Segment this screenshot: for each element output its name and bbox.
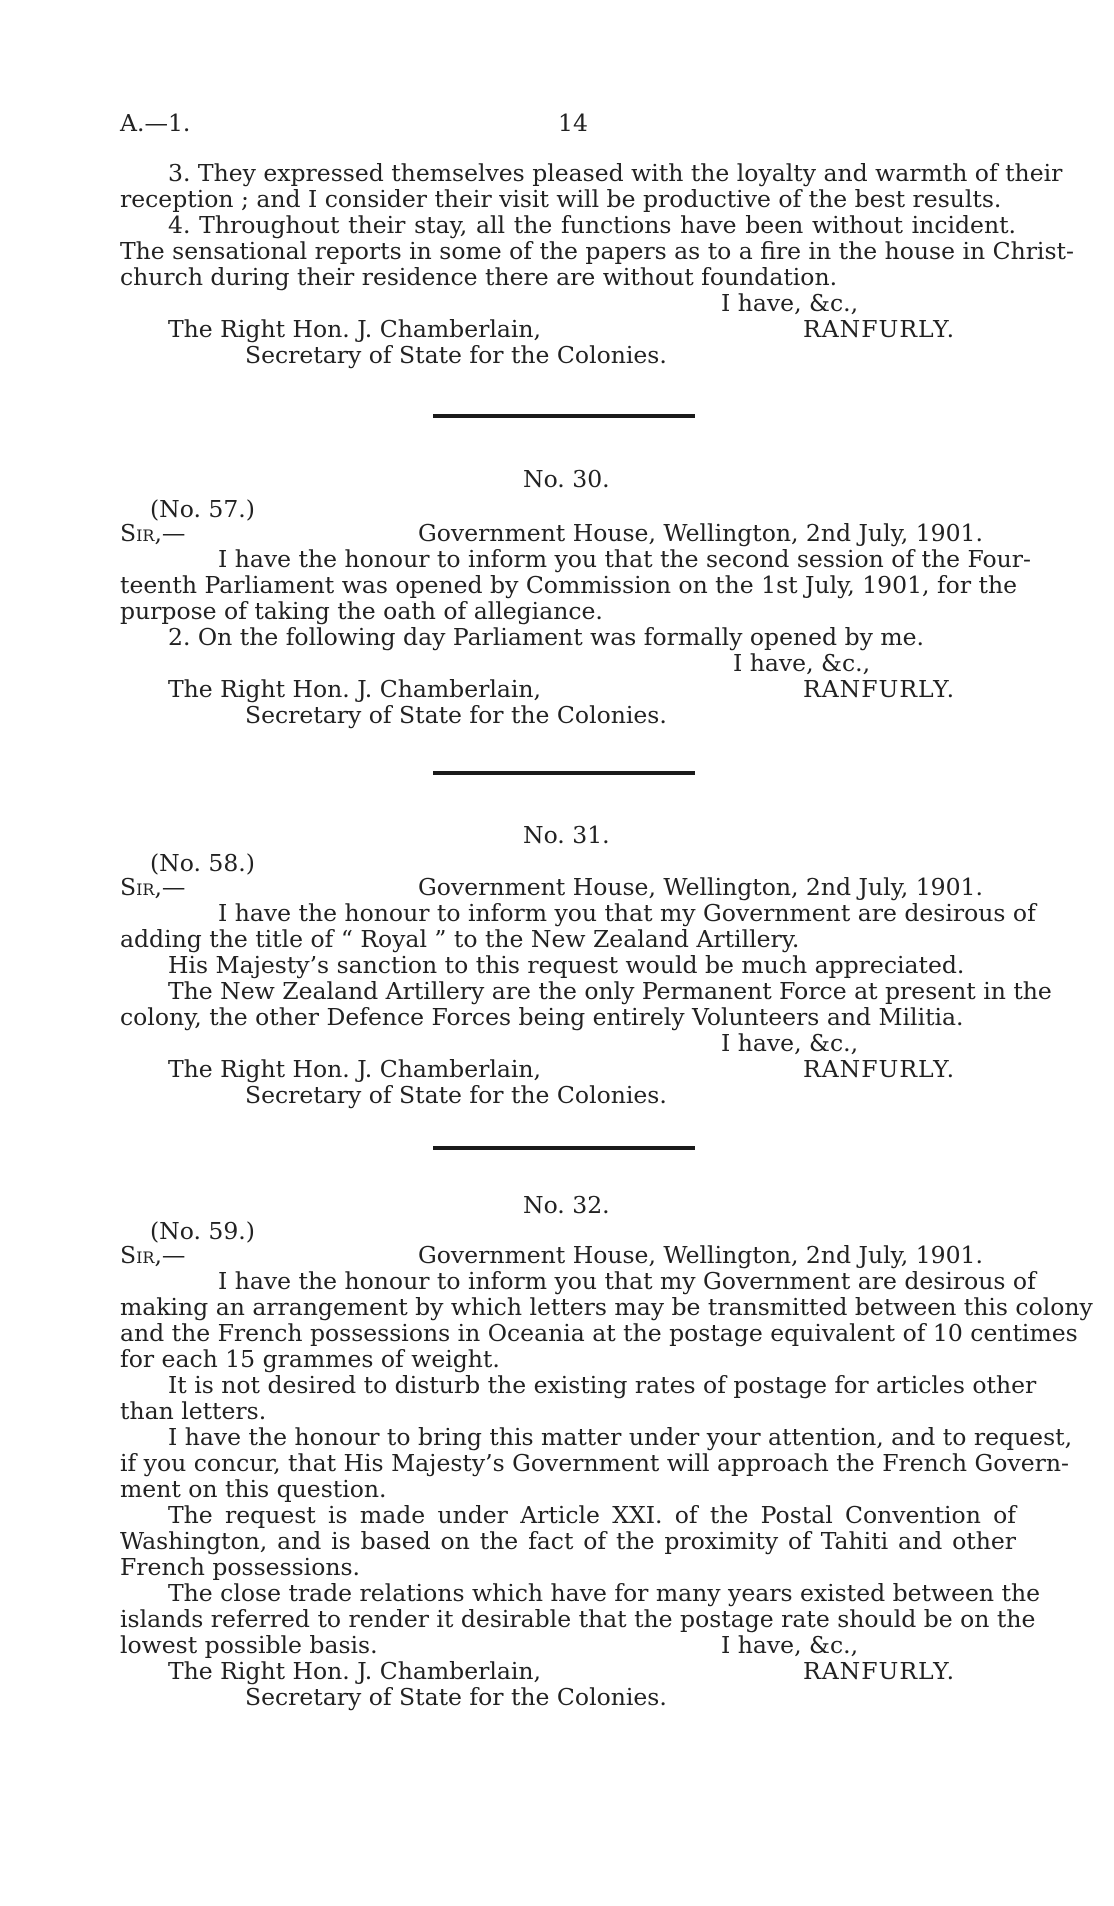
despatch-reference: (No. 59.) xyxy=(150,1217,255,1245)
closing: I have, &c., xyxy=(721,289,859,317)
paragraph-line: for each 15 grammes of weight. xyxy=(120,1345,500,1373)
signature: RANFURLY. xyxy=(803,675,956,703)
paragraph-line: I have the honour to inform you that my Government are desirous of xyxy=(218,899,1036,927)
paragraph-line: teenth Parliament was opened by Commission on the 1st July, 1901, for the xyxy=(120,571,1018,599)
paragraph-line: ment on this question. xyxy=(120,1475,387,1503)
letter-number: No. 32. xyxy=(523,1191,610,1219)
dateline: Government House, Wellington, 2nd July, 1901. xyxy=(418,519,983,547)
paragraph-line: islands referred to render it desirable that the postage rate should be on the xyxy=(120,1605,1036,1633)
addressee-title: Secretary of State for the Colonies. xyxy=(245,1081,667,1109)
paragraph-line: I have the honour to inform you that the second session of the Four- xyxy=(218,545,1031,573)
despatch-reference: (No. 58.) xyxy=(150,849,255,877)
addressee-title: Secretary of State for the Colonies. xyxy=(245,1683,667,1711)
paragraph-line: 2. On the following day Parliament was formally opened by me. xyxy=(168,623,925,651)
paragraph-line: I have the honour to inform you that my Government are desirous of xyxy=(218,1267,1036,1295)
paragraph-line: I have the honour to bring this matter under your attention, and to request, xyxy=(168,1423,1073,1451)
addressee: The Right Hon. J. Chamberlain, xyxy=(168,315,541,343)
letter-number: No. 30. xyxy=(523,465,610,493)
letter-number: No. 31. xyxy=(523,821,610,849)
closing: I have, &c., xyxy=(733,649,871,677)
addressee: The Right Hon. J. Chamberlain, xyxy=(168,675,541,703)
paragraph-line: 4. Throughout their stay, all the functions have been without incident. xyxy=(168,211,1016,239)
section-divider xyxy=(433,771,695,775)
signature: RANFURLY. xyxy=(803,315,956,343)
paragraph-line: The sensational reports in some of the papers as to a fire in the house in Christ- xyxy=(120,237,1074,265)
dateline: Government House, Wellington, 2nd July, 1901. xyxy=(418,873,983,901)
section-divider xyxy=(433,414,695,418)
paragraph-line: making an arrangement by which letters may be transmitted between this colony xyxy=(120,1293,1093,1321)
dateline: Government House, Wellington, 2nd July, 1901. xyxy=(418,1241,983,1269)
paragraph-line: French possessions. xyxy=(120,1553,361,1581)
paragraph-line: colony, the other Defence Forces being entirely Volunteers and Militia. xyxy=(120,1003,964,1031)
addressee-title: Secretary of State for the Colonies. xyxy=(245,701,667,729)
paragraph-line: Washington, and is based on the fact of the proximity of Tahiti and other xyxy=(120,1527,1016,1555)
paragraph-line: purpose of taking the oath of allegiance. xyxy=(120,597,603,625)
addressee-title: Secretary of State for the Colonies. xyxy=(245,341,667,369)
document-reference: A.—1. xyxy=(120,109,191,137)
addressee: The Right Hon. J. Chamberlain, xyxy=(168,1657,541,1685)
paragraph-line: lowest possible basis. xyxy=(120,1631,378,1659)
page-number: 14 xyxy=(558,109,588,137)
paragraph-line: if you concur, that His Majesty’s Government will approach the French Govern- xyxy=(120,1449,1069,1477)
closing: I have, &c., xyxy=(721,1631,859,1659)
paragraph-line: His Majesty’s sanction to this request would be much appreciated. xyxy=(168,951,965,979)
signature: RANFURLY. xyxy=(803,1657,956,1685)
signature: RANFURLY. xyxy=(803,1055,956,1083)
section-divider xyxy=(433,1146,695,1150)
paragraph-line: The request is made under Article XXI. of the Postal Convention of xyxy=(168,1501,1016,1529)
despatch-reference: (No. 57.) xyxy=(150,495,255,523)
salutation: Sir,— xyxy=(120,519,186,547)
paragraph-line: and the French possessions in Oceania at the postage equivalent of 10 centimes xyxy=(120,1319,1078,1347)
paragraph-line: The New Zealand Artillery are the only Permanent Force at present in the xyxy=(168,977,1052,1005)
closing: I have, &c., xyxy=(721,1029,859,1057)
paragraph-line: than letters. xyxy=(120,1397,267,1425)
addressee: The Right Hon. J. Chamberlain, xyxy=(168,1055,541,1083)
paragraph-line: reception ; and I consider their visit will be productive of the best results. xyxy=(120,185,1002,213)
salutation: Sir,— xyxy=(120,873,186,901)
paragraph-line: 3. They expressed themselves pleased with the loyalty and warmth of their xyxy=(168,159,1063,187)
salutation: Sir,— xyxy=(120,1241,186,1269)
paragraph-line: church during their residence there are without foundation. xyxy=(120,263,838,291)
paragraph-line: adding the title of “ Royal ” to the New Zealand Artillery. xyxy=(120,925,800,953)
paragraph-line: It is not desired to disturb the existing rates of postage for articles other xyxy=(168,1371,1037,1399)
paragraph-line: The close trade relations which have for many years existed between the xyxy=(168,1579,1041,1607)
